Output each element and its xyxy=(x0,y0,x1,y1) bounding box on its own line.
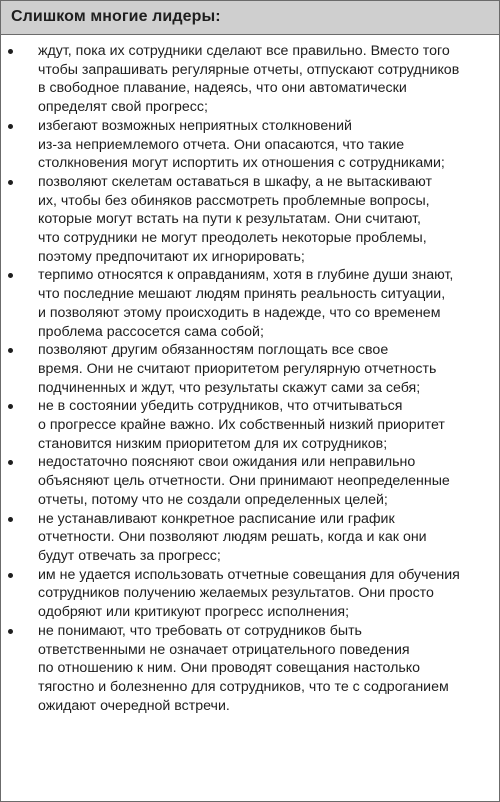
list-item xyxy=(1,341,499,397)
bullet-icon xyxy=(8,460,13,465)
list-item-line: о прогрессе крайне важно. Их собственный низкий приоритет xyxy=(38,417,445,434)
list-item-line: ждут, пока их сотрудники сделают все правильно. Вместо того xyxy=(38,43,450,59)
bullet-icon xyxy=(8,180,13,185)
list-item-line: терпимо относятся к оправданиям, хотя в глубине души знают, xyxy=(38,267,454,284)
list-item-line: ожидают очередной встречи. xyxy=(38,697,230,714)
list-item-line: в свободное плавание, надеясь, что они автоматически xyxy=(38,80,407,97)
list-item-line: отчеты, потому что не создали определенных целей; xyxy=(38,491,388,508)
list-item-line: и позволяют этому происходить в надежде, что со временем xyxy=(38,304,441,321)
bullet-icon xyxy=(8,573,13,578)
bullet-icon xyxy=(8,124,13,129)
list-item xyxy=(1,397,499,453)
list-item-line: им не удается использовать отчетные совещания для обучения xyxy=(38,566,460,583)
list-item-line: ответственными не означает отрицательного поведения xyxy=(38,641,410,658)
list-item-line: сотрудников получению желаемых результатов. Они просто xyxy=(38,585,434,602)
list-item-line: по отношению к ним. Они проводят совещания настолько xyxy=(38,660,421,677)
list-item xyxy=(1,453,499,509)
box-title: Слишком многие лидеры: xyxy=(1,1,499,35)
bullet-icon xyxy=(8,629,13,634)
list-item-line: позволяют скелетам оставаться в шкафу, а не вытаскивают xyxy=(38,173,433,190)
list-item-line: становится низким приоритетом для их сотрудников; xyxy=(38,435,388,452)
list-item-line: избегают возможных неприятных столкновений xyxy=(38,117,352,134)
list-item-line: из-за неприемлемого отчета. Они опасаются, что такие xyxy=(38,136,405,153)
list-item xyxy=(1,566,499,622)
list-item-line: их, чтобы без обиняков рассмотреть проблемные вопросы, xyxy=(38,192,430,209)
bullet-icon xyxy=(8,404,13,409)
list-item-line: время. Они не считают приоритетом регулярную отчетность xyxy=(38,360,437,377)
list-item-line: не в состоянии убедить сотрудников, что отчитываться xyxy=(38,398,403,415)
list-item-line: что последние мешают людям принять реальность ситуации, xyxy=(38,286,446,303)
list-item-line: будут отвечать за прогресс; xyxy=(38,547,221,564)
bullet-icon xyxy=(8,49,13,54)
bullet-icon xyxy=(8,348,13,353)
list-item-line: определят свой прогресс; xyxy=(38,99,208,116)
list-item-line: объясняют цель отчетности. Они принимают неопределенные xyxy=(38,473,450,490)
list-item-line: чтобы запрашивать регулярные отчеты, отпускают сотрудников xyxy=(38,61,460,78)
list-item xyxy=(1,173,499,267)
list-item-line: подчиненных и ждут, что результаты скажут сами за себя; xyxy=(38,379,421,396)
list-item-line: не понимают, что требовать от сотрудников быть xyxy=(38,622,362,639)
list-item-line: поэтому предпочитают их игнорировать; xyxy=(38,248,305,265)
list-item xyxy=(1,117,499,173)
list-item xyxy=(1,266,499,341)
bullet-list xyxy=(1,35,499,715)
list-item-line: что сотрудники не могут преодолеть некоторые проблемы, xyxy=(38,230,427,247)
bullet-icon xyxy=(8,517,13,522)
list-item-line: тягостно и болезненно для сотрудников, что те с содроганием xyxy=(38,678,449,695)
list-item xyxy=(1,42,499,117)
list-item-line: проблема рассосется сама собой; xyxy=(38,323,264,340)
list-item xyxy=(1,510,499,566)
list-item-line: не устанавливают конкретное расписание или график xyxy=(38,510,395,527)
list-item-line: недостаточно поясняют свои ожидания или неправильно xyxy=(38,454,416,471)
list-item-line: одобряют или критикуют прогресс исполнения; xyxy=(38,604,350,621)
list-item xyxy=(1,622,499,716)
list-item-line: отчетности. Они позволяют людям решать, когда и как они xyxy=(38,529,427,546)
list-item-line: позволяют другим обязанностям поглощать все свое xyxy=(38,342,389,359)
bullet-icon xyxy=(8,273,13,278)
list-item-line: столкновения могут испортить их отношения с сотрудниками; xyxy=(38,155,445,172)
list-item-line: которые могут встать на пути к результатам. Они считают, xyxy=(38,211,421,228)
